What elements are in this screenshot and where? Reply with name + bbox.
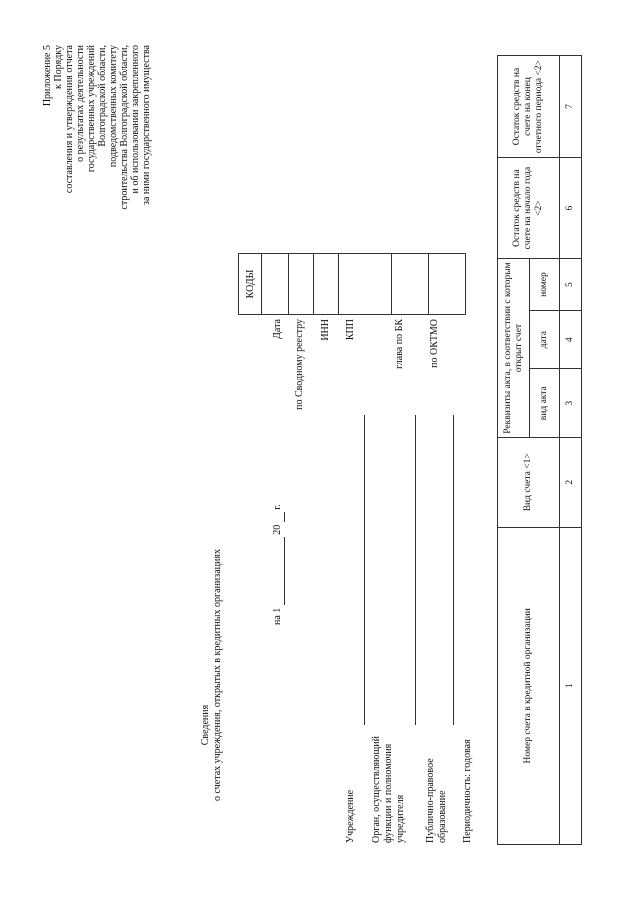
- col-act-type: вид акта: [530, 369, 560, 438]
- codes-label-inn: ИНН: [320, 319, 331, 341]
- date-year-prefix: 20: [272, 524, 283, 535]
- codes-label-oktmo: по ОКТМО: [429, 319, 440, 368]
- report-date: [272, 504, 285, 625]
- column-number: 1: [560, 527, 582, 844]
- col-act-number: номер: [530, 259, 560, 311]
- appendix-note: [42, 45, 152, 265]
- column-number: 3: [560, 369, 582, 438]
- codes-label-registry: по Сводному реестру: [294, 319, 305, 410]
- field-organ-label: Орган, осуществляющий функции и полномочия учредителя: [371, 736, 406, 843]
- column-number: 5: [560, 259, 582, 311]
- field-public-entity-label: Публично-правовое образование: [425, 758, 448, 843]
- col-balance-start: Остаток средств на счете на начало года <2>: [498, 158, 560, 259]
- appendix-line: Волгоградской области,: [97, 45, 108, 147]
- date-suffix: г.: [272, 504, 283, 510]
- appendix-line: и об использовании закрепленного: [130, 45, 141, 194]
- col-act-requisites: Реквизиты акта, в соответствии с которым открыт счет: [498, 259, 530, 438]
- column-number: 4: [560, 311, 582, 369]
- date-day-month-blank: [272, 537, 285, 605]
- field-public-entity-line[interactable]: [453, 415, 454, 725]
- col-balance-end: Остаток средств на счете на конец отчетного периода <2>: [498, 56, 560, 158]
- column-number: 7: [560, 56, 582, 158]
- date-year-blank: [272, 512, 285, 522]
- codes-label-date: Дата: [272, 319, 283, 339]
- field-organ-line[interactable]: [415, 415, 416, 725]
- codes-label-kpp: КПП: [345, 319, 356, 341]
- appendix-line: подведомственных комитету: [108, 45, 119, 168]
- code-bk-cell[interactable]: [392, 254, 429, 315]
- code-registry-cell[interactable]: [289, 254, 314, 315]
- code-date-cell[interactable]: [262, 254, 289, 315]
- codes-label-bk: глава по БК: [394, 319, 405, 369]
- report-subtitle: о счетах учреждения, открытых в кредитных организациях: [212, 549, 223, 801]
- appendix-line: за ними государственного имущества: [141, 45, 152, 205]
- date-prefix: на 1: [272, 607, 283, 625]
- codes-header: КОДЫ: [239, 254, 262, 315]
- field-periodicity-label: Периодичность: годовая: [462, 739, 473, 843]
- column-number: 6: [560, 158, 582, 259]
- report-title: Сведения: [200, 704, 211, 746]
- field-institution-label: Учреждение: [345, 789, 356, 843]
- appendix-line: Приложение 5: [42, 45, 53, 107]
- column-number: 2: [560, 438, 582, 528]
- col-account-number: Номер счета в кредитной организации: [498, 527, 560, 844]
- appendix-line: государственных учреждений: [86, 45, 97, 173]
- field-institution-line[interactable]: [364, 415, 365, 725]
- code-kpp-cell[interactable]: [339, 254, 392, 315]
- code-oktmo-cell[interactable]: [429, 254, 466, 315]
- appendix-line: строительства Волгоградской области,: [119, 45, 130, 210]
- code-inn-cell[interactable]: [314, 254, 339, 315]
- accounts-table: [497, 55, 582, 845]
- appendix-line: о результатах деятельности: [75, 45, 86, 162]
- col-act-date: дата: [530, 311, 560, 369]
- codes-table: [238, 253, 466, 315]
- col-account-type: Вид счета <1>: [498, 438, 560, 528]
- appendix-line: составления и утверждения отчета: [64, 45, 75, 194]
- appendix-line: к Порядку: [53, 45, 64, 89]
